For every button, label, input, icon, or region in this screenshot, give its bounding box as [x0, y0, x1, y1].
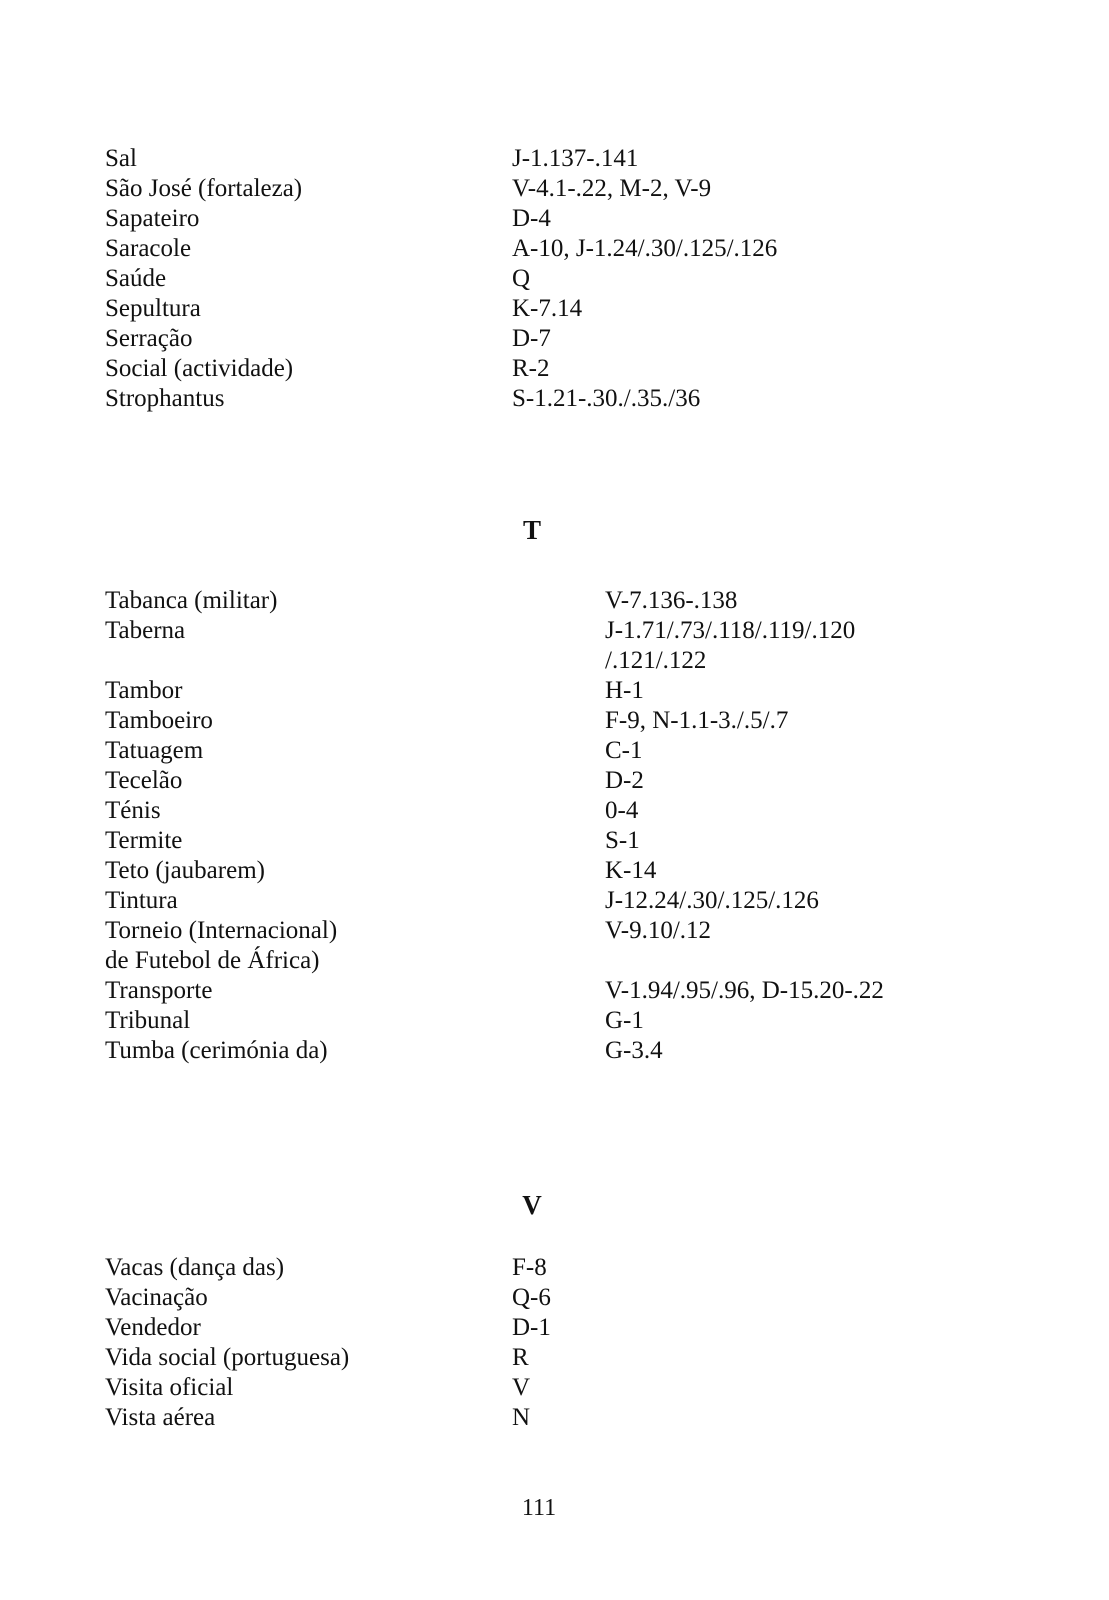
index-term: Vista aérea	[105, 1404, 216, 1431]
index-term: Tamboeiro	[105, 707, 213, 734]
index-term: de Futebol de África)	[105, 947, 320, 974]
index-ref: C-1	[605, 737, 643, 764]
index-term: Social (actividade)	[105, 355, 294, 382]
index-term: Vida social (portuguesa)	[105, 1344, 350, 1371]
index-term: Tatuagem	[105, 737, 204, 764]
index-term: Saúde	[105, 265, 167, 292]
index-ref: G-1	[605, 1007, 644, 1034]
index-ref: J-1.137-.141	[512, 145, 639, 172]
index-ref: D-7	[512, 325, 551, 352]
index-term: Sal	[105, 145, 137, 172]
index-term: Tabanca (militar)	[105, 587, 278, 614]
section-letter-heading: T	[522, 515, 541, 545]
index-term: Saracole	[105, 235, 192, 262]
index-term: Tintura	[105, 887, 178, 914]
index-term: Taberna	[105, 617, 186, 644]
index-ref: F-9, N-1.1-3./.5/.7	[605, 707, 789, 734]
index-term: Ténis	[105, 797, 161, 824]
index-ref: H-1	[605, 677, 644, 704]
index-ref: G-3.4	[605, 1037, 663, 1064]
index-term: Teto (jaubarem)	[105, 857, 265, 884]
index-term: São José (fortaleza)	[105, 175, 303, 202]
index-ref: V-1.94/.95/.96, D-15.20-.22	[605, 977, 884, 1004]
index-term: Sepultura	[105, 295, 201, 322]
index-ref: V	[512, 1374, 531, 1401]
index-ref: J-12.24/.30/.125/.126	[605, 887, 819, 914]
index-term: Tumba (cerimónia da)	[105, 1037, 328, 1064]
index-term: Termite	[105, 827, 183, 854]
index-ref: R-2	[512, 355, 550, 382]
index-term: Vacas (dança das)	[105, 1254, 285, 1281]
index-ref: K-14	[605, 857, 657, 884]
index-ref: K-7.14	[512, 295, 583, 322]
index-ref: V-9.10/.12	[605, 917, 712, 944]
index-ref: D-2	[605, 767, 644, 794]
index-term: Tribunal	[105, 1007, 191, 1034]
index-term: Tecelão	[105, 767, 183, 794]
page-number: 111	[521, 1495, 557, 1521]
index-term: Vacinação	[105, 1284, 208, 1311]
index-ref: S-1	[605, 827, 640, 854]
index-ref: D-1	[512, 1314, 551, 1341]
index-term: Strophantus	[105, 385, 225, 412]
index-term: Sapateiro	[105, 205, 200, 232]
index-term: Tambor	[105, 677, 183, 704]
index-term: Torneio (Internacional)	[105, 917, 338, 944]
index-term: Serração	[105, 325, 193, 352]
index-ref: N	[512, 1404, 531, 1431]
index-ref: V-7.136-.138	[605, 587, 738, 614]
index-ref: A-10, J-1.24/.30/.125/.126	[512, 235, 778, 262]
index-ref: /.121/.122	[605, 647, 707, 674]
index-ref: S-1.21-.30./.35./36	[512, 385, 701, 412]
index-ref: R	[512, 1344, 529, 1371]
index-term: Visita oficial	[105, 1374, 234, 1401]
index-ref: V-4.1-.22, M-2, V-9	[512, 175, 712, 202]
index-ref: 0-4	[605, 797, 639, 824]
section-letter-heading: V	[522, 1190, 542, 1220]
index-ref: F-8	[512, 1254, 547, 1281]
index-term: Transporte	[105, 977, 213, 1004]
index-ref: J-1.71/.73/.118/.119/.120	[605, 617, 856, 644]
index-term: Vendedor	[105, 1314, 201, 1341]
index-ref: D-4	[512, 205, 551, 232]
index-ref: Q-6	[512, 1284, 551, 1311]
index-ref: Q	[512, 265, 531, 292]
